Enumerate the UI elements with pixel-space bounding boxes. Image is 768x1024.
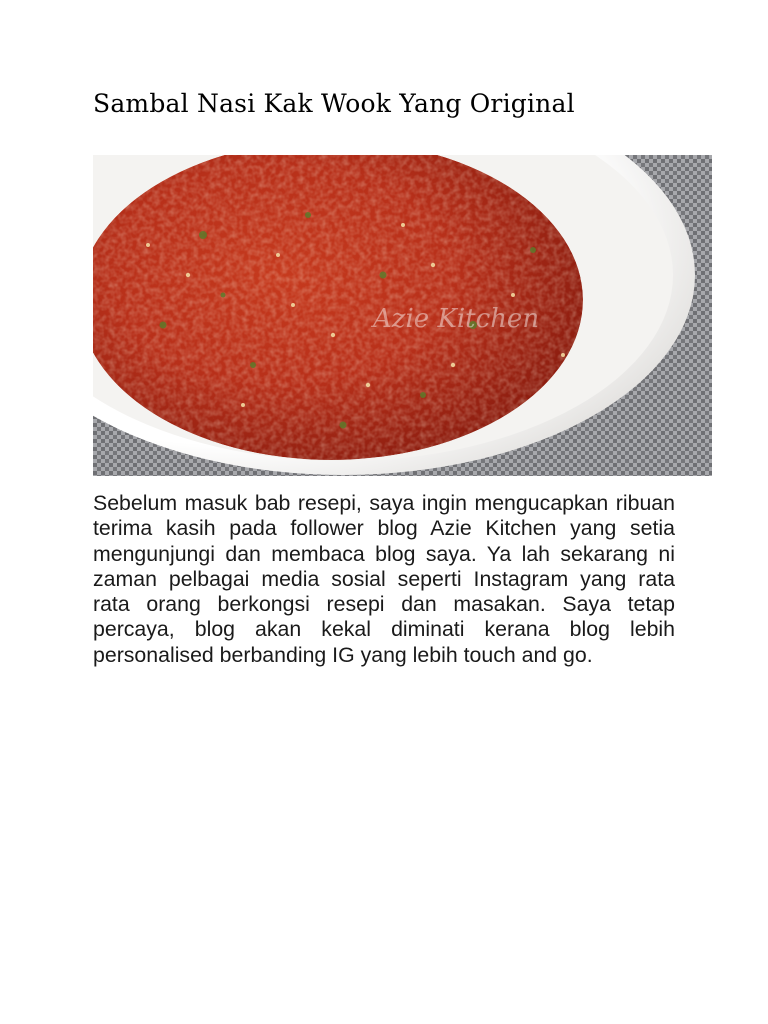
sambal-photo bbox=[93, 155, 712, 476]
body-paragraph: Sebelum masuk bab resepi, saya ingin mengucapkan ribuan terima kasih pada follower blog Azie Kitchen yang setia mengunjungi dan membaca blog saya. Ya lah sekarang ni zaman pelbagai media sosial seperti Instagram yang rata rata orang berkongsi resepi dan masakan. Saya tetap percaya, blog akan kekal diminati kerana blog lebih personalised berbanding IG yang lebih touch and go. bbox=[93, 491, 675, 667]
photo-watermark: Azie Kitchen bbox=[373, 304, 540, 334]
page-title: Sambal Nasi Kak Wook Yang Original bbox=[93, 89, 575, 118]
